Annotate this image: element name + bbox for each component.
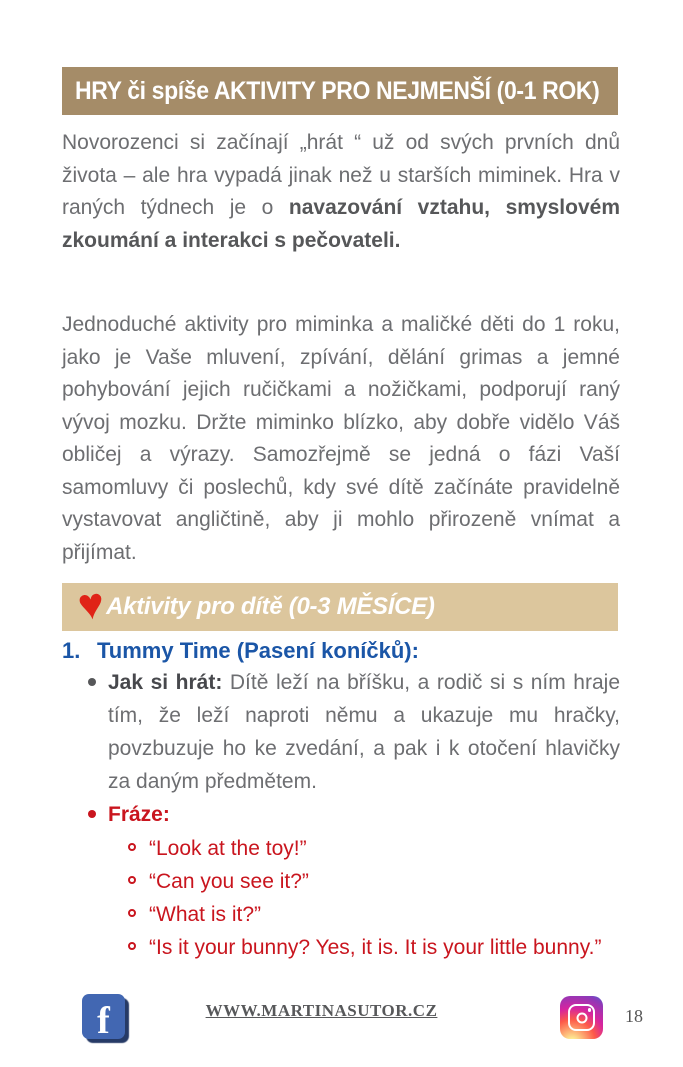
circle-bullet-icon: [128, 876, 136, 884]
page-header-banner: [62, 67, 618, 115]
circle-bullet-icon: [128, 843, 136, 851]
phrase-text: “Look at the toy!”: [149, 837, 307, 860]
bullet-phrases-label: Fráze:: [108, 803, 170, 826]
intro-paragraph-1: [62, 127, 620, 257]
intro-paragraph-1-start: Novorozenci si začínají „hrát “ už od svých prvních dnů života – ale hra vypadá jinak než u starších miminek. Hra v raných týdnech je o: [62, 131, 620, 219]
phrase-item: [128, 832, 620, 865]
bullet-icon: [88, 810, 96, 818]
camera-lens-icon: [576, 1012, 587, 1023]
section-title: Aktivity pro dítě (0-3 MĚSÍCE): [106, 593, 435, 620]
page-number: 18: [625, 1006, 643, 1026]
phrase-text: “Is it your bunny? Yes, it is. It is your little bunny.”: [149, 936, 602, 959]
bullet-how-to-play-body: Dítě leží na bříšku, a rodič si s ním hraje tím, že leží naproti němu a ukazuje mu hračky, povzbuzuje ho ke zvedání, a pak i k otočení hlavičky za daným předmětem.: [108, 671, 620, 793]
bullet-how-to-play: [88, 666, 620, 798]
bullet-phrases: [88, 798, 620, 831]
phrase-list: [128, 832, 620, 964]
instagram-icon[interactable]: [560, 996, 603, 1039]
website-link[interactable]: WWW.MARTINASUTOR.CZ: [205, 1001, 438, 1020]
circle-bullet-icon: [128, 942, 136, 950]
bullet-icon: [88, 678, 96, 686]
activity-title: Tummy Time (Pasení koníčků):: [97, 638, 419, 663]
activity-number: 1.: [62, 638, 81, 663]
phrase-item: [128, 865, 620, 898]
intro-paragraph-1-end: .: [394, 228, 401, 252]
camera-flash-icon: [588, 1008, 592, 1012]
section-banner: [62, 578, 618, 631]
phrase-item: [128, 898, 620, 931]
camera-icon: [568, 1004, 595, 1031]
intro-paragraph-2: Jednoduché aktivity pro miminka a maličké děti do 1 roku, jako je Vaše mluvení, zpívání, dělání grimas a jemné pohybování jejich ručičkami a nožičkami, podporují raný vývoj mozku. Držte miminko blízko, aby dobře vidělo Váš obličej a výrazy. Samozřejmě se jedná o fázi Vaší samomluvy či poslechů, kdy své dítě začínáte pravidelně vystavovat angličtině, aby ji mohlo přirozeně vnímat a přijímat.: [62, 313, 620, 564]
phrase-text: “What is it?”: [149, 903, 262, 926]
facebook-letter: f: [97, 1000, 110, 1039]
heart-icon: ♥: [75, 578, 107, 631]
bullet-how-to-play-text: [108, 666, 620, 798]
page-title: HRY či spíše AKTIVITY PRO NEJMENŠÍ (0-1 ROK): [75, 76, 600, 105]
intro-paragraph-1-bold: navazování vztahu, smyslovém zkoumání a interakci s pečovateli: [62, 196, 620, 252]
phrase-text: “Can you see it?”: [149, 870, 309, 893]
bullet-phrases-text: [108, 798, 170, 831]
circle-bullet-icon: [128, 909, 136, 917]
bullet-how-to-play-label: Jak si hrát:: [108, 671, 223, 694]
activity-heading: [62, 638, 620, 664]
phrase-item: [128, 931, 620, 964]
